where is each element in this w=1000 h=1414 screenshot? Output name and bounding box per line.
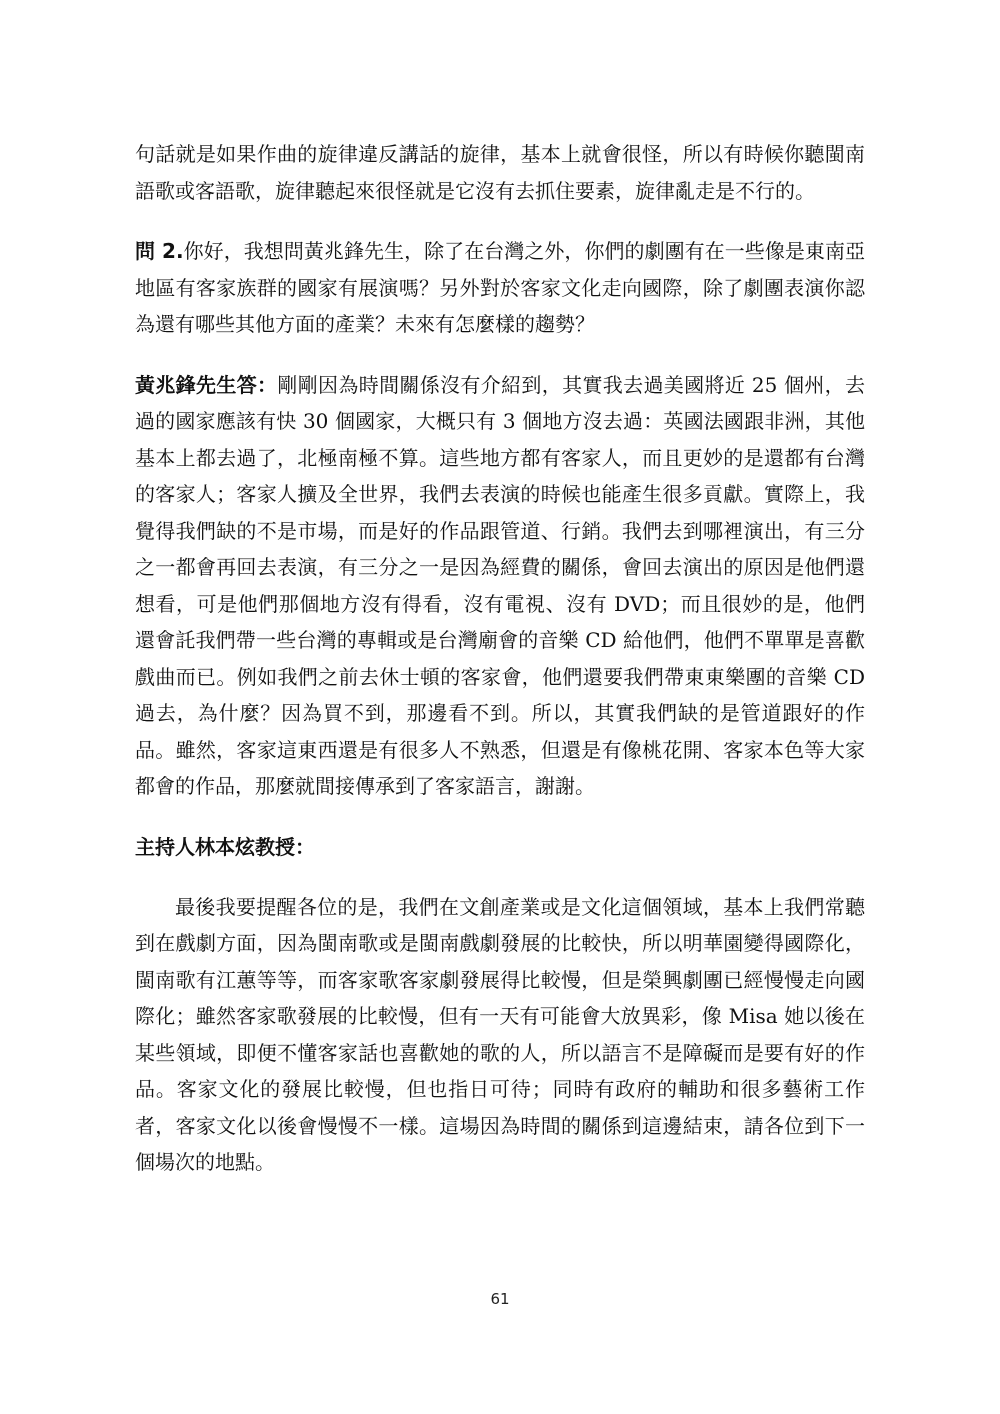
paragraph-gap <box>135 209 865 233</box>
question-text: 你好，我想問黃兆鋒先生，除了在台灣之外，你們的劇團有在一些像是東南亞地區有客家族群的國家有展演嗎？另外對於客家文化走向國際，除了劇團表演你認為還有哪些其他方面的產業？未來有怎麼樣的趨勢？ <box>135 239 865 336</box>
paragraph-gap <box>135 343 865 367</box>
page-number: 61 <box>490 1290 510 1308</box>
question-label: 問 2. <box>135 239 184 263</box>
paragraph-gap <box>135 865 865 889</box>
document-body <box>135 136 865 1181</box>
paragraph-text: 句話就是如果作曲的旋律違反講話的旋律，基本上就會很怪，所以有時候你聽閩南語歌或客語歌，旋律聽起來很怪就是它沒有去抓住要素，旋律亂走是不行的。 <box>135 142 865 203</box>
answer-speaker-label: 黃兆鋒先生答： <box>135 372 278 397</box>
host-text: 最後我要提醒各位的是，我們在文創產業或是文化這個領域，基本上我們常聽到在戲劇方面，因為閩南歌或是閩南戲劇發展的比較快，所以明華園變得國際化，閩南歌有江蕙等等，而客家歌客家劇發展得比較慢，但是榮興劇團已經慢慢走向國際化；雖然客家歌發展的比較慢，但有一天有可能會大放異彩，像 Misa 她以後在某些領域，即便不懂客家話也喜歡她的歌的人，所以語言不是障礙而是要有好的作品。客家文化的發展比較慢，但也指日可待；同時有政府的輔助和很多藝術工作者，客家文化以後會慢慢不一樣。這場因為時間的關係到這邊結束，請各位到下一個場次的地點。 <box>135 894 865 1174</box>
paragraph-gap <box>135 805 865 829</box>
answer-paragraph <box>135 367 865 805</box>
host-paragraph <box>135 889 865 1181</box>
paragraph-continuation <box>135 136 865 209</box>
answer-text: 剛剛因為時間關係沒有介紹到，其實我去過美國將近 25 個州，去過的國家應該有快 30 個國家，大概只有 3 個地方沒去過：英國法國跟非洲，其他基本上都去過了，北極南極不算。這些地方都有客家人，而且更妙的是還都有台灣的客家人；客家人擴及全世界，我們去表演的時候也能產生很多貢獻。實際上，我覺得我們缺的不是市場，而是好的作品跟管道、行銷。我們去到哪裡演出，有三分之一都會再回去表演，有三分之一是因為經費的關係，會回去演出的原因是他們還想看，可是他們那個地方沒有得看，沒有電視、沒有 DVD；而且很妙的是，他們還會託我們帶一些台灣的專輯或是台灣廟會的音樂 CD 給他們，他們不單單是喜歡戲曲而已。例如我們之前去休士頓的客家會，他們還要我們帶東東樂團的音樂 CD 過去，為什麼？因為買不到，那邊看不到。所以，其實我們缺的是管道跟好的作品。雖然，客家這東西還是有很多人不熟悉，但還是有像桃花開、客家本色等大家都會的作品，那麼就間接傳承到了客家語言，謝謝。 <box>135 372 866 798</box>
question-paragraph <box>135 233 865 343</box>
host-heading: 主持人林本炫教授： <box>135 834 315 859</box>
